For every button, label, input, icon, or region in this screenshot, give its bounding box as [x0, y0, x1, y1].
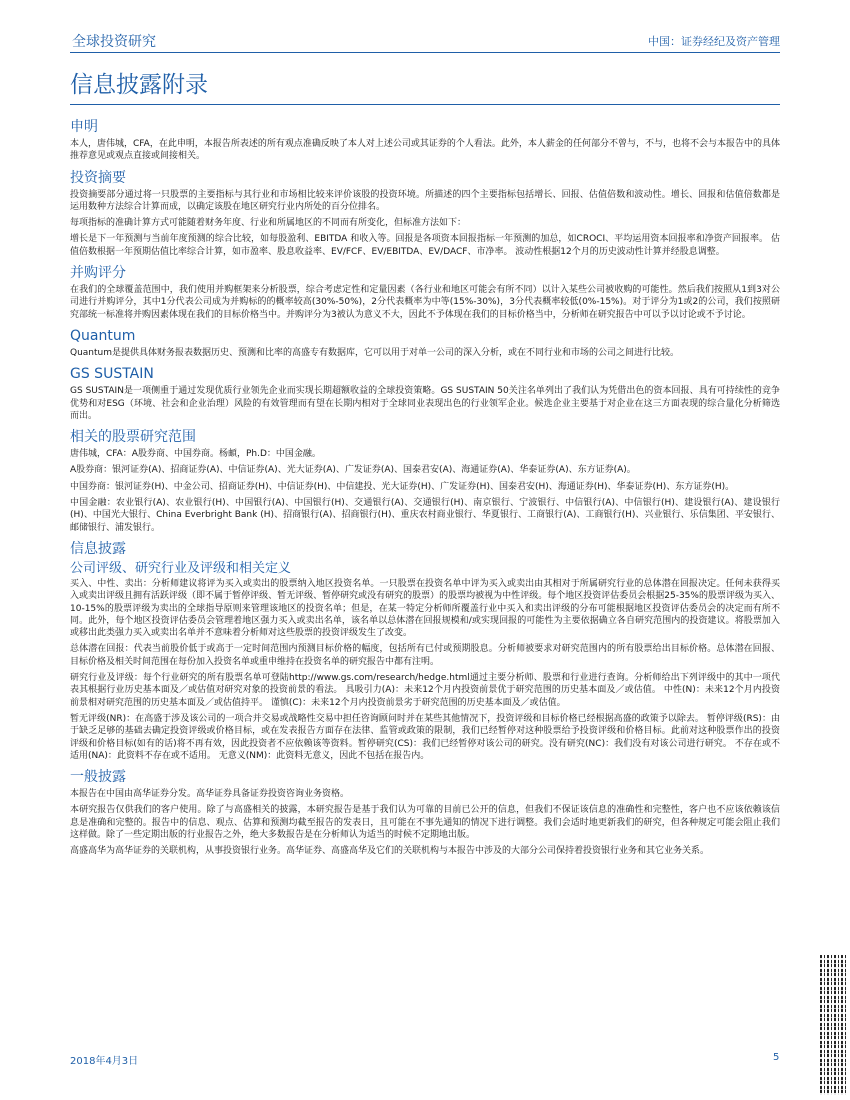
- coverage-a-share-brokers: A股券商：银河证券(A)、招商证券(A)、中信证券(A)、光大证券(A)、广发证券(A)、国泰君安(A)、海通证券(A)、华泰证券(A)、东方证券(A)。: [70, 465, 636, 476]
- general-disclosures-text: 本研究报告仅供我们的客户使用。除了与高盛相关的披露，本研究报告是基于我们认为可靠的目前已公开的信息，但我们不保证该信息的准确性和完整性，客户也不应该依赖该信息是准确和完整的。报告中的信息、观点、估算和预测均截至报告的发表日，且可能在不事先通知的情况下进行调整。我们会适时地更新我们的研究，但各种规定可能会阻止我们这样做。除了一些定期出版的行业报告之外，绝大多数报告是在分析师认为适当的时候不定期地出版。: [70, 805, 780, 840]
- ratings-text: 买入、中性、卖出：分析师建议将评为买入或卖出的股票纳入地区投资名单。一只股票在投资名单中评为买入或卖出由其相对于所属研究行业的总体潜在回报决定。任何未获得买入或卖出评级且拥有活跃评级（即不属于暂停评级、暂无评级、暂停研究或没有研究的股票）的股票均被视为中性评级。每个地区投资评估委员会根据25-35%的股票评级为买入、10-15%的股票评级为卖出的全球指导原则来管理该地区的投资名单；但是，在某一特定分析师所覆盖行业中买入和卖出评级的分布可能根据地区投资评估委员会的决定而有所不同。此外，每个地区投资评估委员会管理着地区强力买入或卖出名单，该名单以总体潜在回报规模和/或实现回报的可能性为主要依据确立各自研究范围内的投资建议。将股票加入或移出此类强力买入或卖出名单并不意味着分析师对这些股票的投资评级发生了改变。: [70, 578, 780, 639]
- ma-rank-heading: 并购评分: [70, 265, 126, 282]
- quantum-text: Quantum是提供具体财务报表数据历史、预测和比率的高盛专有数据库，它可以用于对单一公司的深入分析，或在不同行业和市场的公司之间进行比较。: [70, 347, 680, 358]
- header-sector: 中国：证券经纪及资产管理: [648, 35, 780, 48]
- investment-profile-heading: 投资摘要: [70, 169, 126, 186]
- declaration-text: 本人，唐伟城，CFA，在此申明，本报告所表述的所有观点准确反映了本人对上述公司或其证券的个人看法。此外，本人薪金的任何部分不曾与，不与，也将不会与本报告中的具体推荐意见或观点直接或间接相关。: [70, 139, 780, 162]
- header-report-series: 全球投资研究: [72, 34, 156, 50]
- disclosures-heading: 信息披露: [70, 540, 126, 557]
- ratings-text: 总体潜在回报：代表当前股价低于或高于一定时间范围内预测目标价格的幅度，包括所有已付或预期股息。分析师被要求对研究范围内的所有股票给出目标价格。总体潜在回报、目标价格及相关时间范围在每份加入投资名单或重申维持在投资名单的研究报告中都有注明。: [70, 644, 780, 667]
- footer-date: 2018年4月3日: [70, 1056, 139, 1067]
- general-disclosures-heading: 一般披露: [70, 769, 126, 786]
- general-disclosures-text: 本报告在中国由高华证券分发。高华证券具备证券投资咨询业务资格。: [70, 789, 350, 800]
- disclosure-content: [70, 112, 780, 862]
- gs-sustain-text: GS SUSTAIN是一项侧重于通过发现优质行业领先企业而实现长期超额收益的全球投资策略。GS SUSTAIN 50关注名单列出了我们认为凭借出色的资本回报、具有可持续性的竞争优势和对ESG（环境、社会和企业治理）风险的有效管理而有望在长期内相对于全球同业表现出色的行业领军企业。候选企业主要基于对企业在这三方面表现的综合量化分析筛选而出。: [70, 386, 780, 421]
- page-title: 信息披露附录: [70, 72, 208, 98]
- investment-profile-text: 投资摘要部分通过将一只股票的主要指标与其行业和市场相比较来评价该股的投资环境。所描述的四个主要指标包括增长、回报、估值倍数和波动性。增长、回报和估值倍数都是运用数种方法综合计算而成，以确定该股在地区研究行业内所处的百分位排名。: [70, 189, 780, 212]
- title-divider: [70, 104, 780, 105]
- gs-sustain-heading: GS SUSTAIN: [70, 366, 154, 383]
- ratings-subheading: 公司评级、研究行业及评级和相关定义: [70, 560, 292, 576]
- header-divider: [70, 52, 780, 53]
- coverage-heading: 相关的股票研究范围: [70, 429, 196, 446]
- ma-rank-text: 在我们的全球覆盖范围中，我们使用并购框架来分析股票，综合考虑定性和定量因素（各行业和地区可能会有所不同）以计入某些公司被收购的可能性。然后我们按照从1到3对公司进行并购评分，其中1分代表公司成为并购标的的概率较高(30%-50%)，2分代表概率为中等(15%-30%)，3分代表概率较低(0%-15%)。对于评分为1或2的公司，我们按照研究部统一标准将并购因素体现在我们的目标价格当中。并购评分为3被认为意义不大，因此不予体现在我们的目标价格当中，分析师在研究报告中可以予以讨论或不予讨论。: [70, 285, 780, 320]
- investment-profile-text: 每项指标的准确计算方式可能随着财务年度、行业和所属地区的不同而有所变化，但标准方法如下：: [70, 218, 467, 229]
- qr-code-pattern: [820, 955, 848, 1095]
- coverage-analysts: 唐伟城，CFA：A股券商、中国券商。杨頔，Ph.D：中国金融。: [70, 449, 321, 460]
- declaration-heading: 申明: [70, 119, 98, 135]
- investment-profile-text: 增长是下一年预测与当前年度预测的综合比较，如每股盈利、EBITDA 和收入等。回报是各项资本回报指标一年预测的加总，如CROCI、平均运用资本回报率和净资产回报率。 估值倍数根据一年预期估值比率综合计算，如市盈率、股息收益率、EV/FCF、EV/EBITDA、EV/DACF、市净率。 波动性根据12个月的历史波动性计算并经股息调整。: [70, 234, 780, 257]
- coverage-china-brokers: 中国券商：银河证券(H)、中金公司、招商证券(H)、中信证券(H)、中信建投、光大证券(H)、广发证券(H)、国泰君安(H)、海通证券(H)、华泰证券(H)、东方证券(H)。: [70, 481, 735, 492]
- page-number: 5: [773, 1052, 780, 1063]
- ratings-text: 研究行业及评级：每个行业研究的所有股票名单可登陆http://www.gs.com/research/hedge.html通过主要分析师、股票和行业进行查询。分析师给出下列评级中的其中一项代表其根据行业历史基本面及／或估值对研究对象的投资前景的看法。 具吸引力(A)：未来12个月内投资前景优于研究范围的历史基本面及／或估值。 中性(N)：未来12个月内投资前景相对研究范围的历史基本面及／或估值持平。 谨慎(C)：未来12个月内投资前景劣于研究范围的历史基本面及／或估值。: [70, 673, 780, 708]
- general-disclosures-text: 高盛高华为高华证券的关联机构，从事投资银行业务。高华证券、高盛高华及它们的关联机构与本报告中涉及的大部分公司保持着投资银行业务和其它业务关系。: [70, 846, 710, 857]
- coverage-china-financials: 中国金融：农业银行(A)、农业银行(H)、中国银行(A)、中国银行(H)、交通银行(A)、交通银行(H)、南京银行、宁波银行、中信银行(A)、中信银行(H)、建设银行(A)、建设银行(H)、中国光大银行、China Everbright Bank (H)、招商银行(A)、招商银行(H)、重庆农村商业银行、华夏银行、工商银行(A)、工商银行(H)、兴业银行、乐信集团、平安银行、邮储银行、浦发银行。: [70, 498, 780, 533]
- ratings-text: 暂无评级(NR)：在高盛于涉及该公司的一项合并交易或战略性交易中担任咨询顾问时并在某些其他情况下，投资评级和目标价格已经根据高盛的政策予以除去。 暂停评级(RS)：由于缺乏足够的基础去确定投资评级或价格目标，或在发表报告方面存在法律、监管或政策的限制，我们已经暂停对这种股票给予投资评级和价格目标。此前对这种股票作出的投资评级和价格目标(如有的话)将不再有效，因此投资者不应依赖该等资料。暂停研究(CS)：我们已经暂停对该公司的研究。没有研究(NC)：我们没有对该公司进行研究。 不存在或不适用(NA)：此资料不存在或不适用。 无意义(NM)：此资料无意义，因此不包括在报告内。: [70, 713, 780, 761]
- quantum-heading: Quantum: [70, 327, 136, 344]
